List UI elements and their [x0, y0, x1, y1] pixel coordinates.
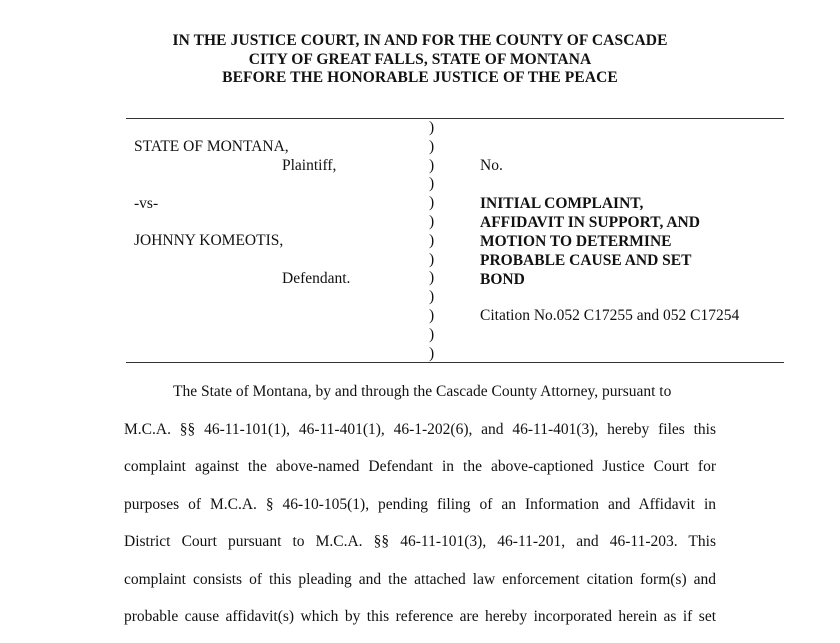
caption-paren: ) [429, 250, 435, 268]
body-line: The State of Montana, by and through the Cascade County Attorney, pursuant to [173, 383, 672, 400]
court-header-line: CITY OF GREAT FALLS, STATE OF MONTANA [248, 50, 592, 68]
caption-paren: ) [429, 325, 435, 343]
body-line: complaint consists of this pleading and the attached law enforcement citation form(s) and [124, 570, 716, 588]
caption-paren: ) [429, 344, 435, 362]
caption-paren: ) [429, 306, 435, 324]
document-title-line: PROBABLE CAUSE AND SET [480, 252, 692, 269]
body-line: District Court pursuant to M.C.A. §§ 46-11-101(3), 46-11-201, and 46-11-203. This [124, 533, 716, 550]
body-line: complaint against the above-named Defendant in the above-captioned Justice Court for [124, 458, 716, 475]
defendant-name: JOHNNY KOMEOTIS, [134, 232, 284, 249]
body-line: probable cause affidavit(s) which by this reference are hereby incorporated herein as if set [124, 608, 716, 625]
court-header [100, 32, 740, 88]
court-header-line: BEFORE THE HONORABLE JUSTICE OF THE PEACE [222, 69, 618, 86]
plaintiff-role: Plaintiff, [282, 157, 337, 174]
caption-top-rule [126, 118, 784, 119]
caption-paren: ) [429, 288, 435, 306]
caption-paren: ) [429, 175, 435, 193]
caption-paren: ) [429, 212, 435, 230]
caption-paren: ) [429, 156, 435, 174]
citation-number: Citation No.052 C17255 and 052 C17254 [480, 307, 740, 324]
caption-paren: ) [429, 269, 435, 287]
case-number-label: No. [480, 157, 503, 174]
caption-paren: ) [429, 194, 435, 212]
document-title-line: AFFIDAVIT IN SUPPORT, AND [480, 214, 700, 231]
document-title-line: BOND [480, 271, 525, 288]
document-title [480, 194, 700, 289]
body-line: M.C.A. §§ 46-11-101(1), 46-11-401(1), 46-1-202(6), and 46-11-401(3), hereby files this [124, 420, 716, 438]
document-title-line: MOTION TO DETERMINE [480, 233, 672, 250]
plaintiff-name: STATE OF MONTANA, [134, 138, 289, 155]
defendant-role: Defendant. [282, 270, 351, 287]
body-line: purposes of M.C.A. § 46-10-105(1), pending filing of an Information and Affidavit in [124, 495, 716, 513]
complaint-body [124, 380, 716, 643]
caption-divider [429, 119, 441, 363]
caption-paren: ) [429, 119, 435, 136]
caption-paren: ) [429, 231, 435, 249]
caption-bottom-rule [126, 362, 784, 363]
document-title-line: INITIAL COMPLAINT, [480, 195, 644, 212]
caption-paren: ) [429, 137, 435, 155]
versus-label: -vs- [134, 195, 159, 212]
court-header-line: IN THE JUSTICE COURT, IN AND FOR THE COUNTY OF CASCADE [172, 32, 668, 49]
